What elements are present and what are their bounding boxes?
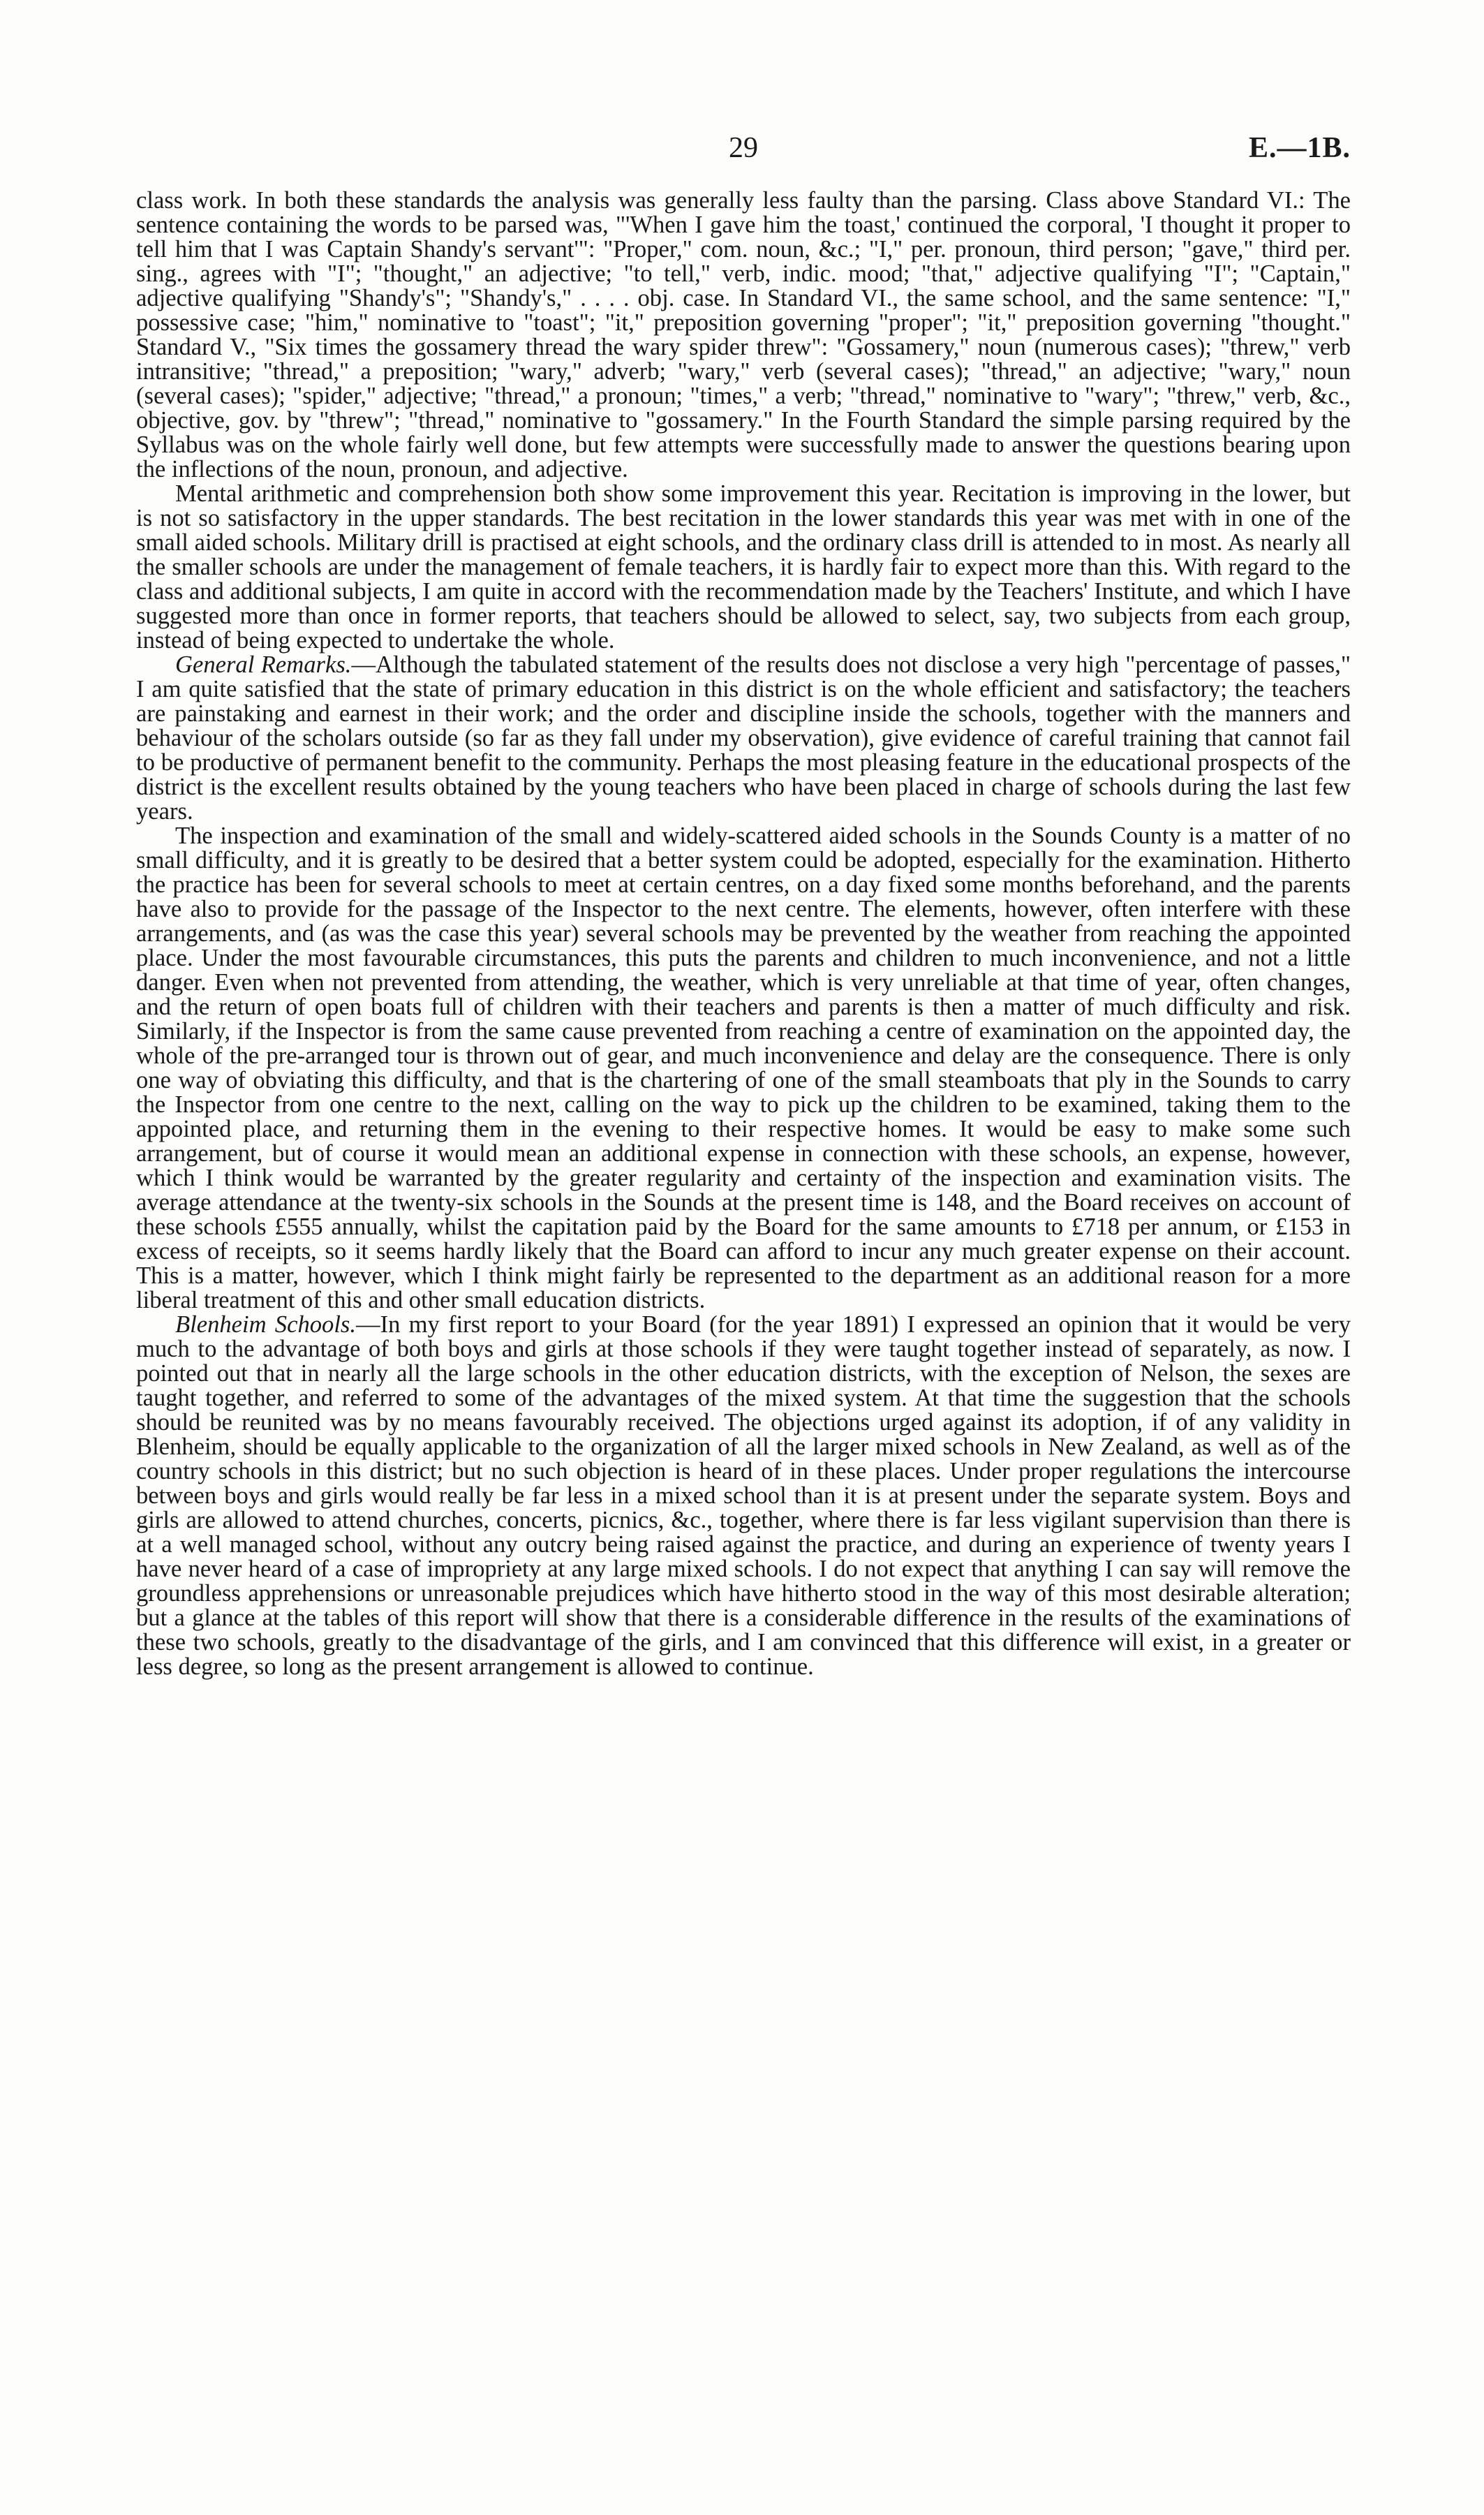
paragraph-text: —In my first report to your Board (for the year 1891) I expressed an opinion that it would be very much to the advantage of both boys and girls at those schools if they were taught together instead of separately, as now. I pointed out that in nearly all the large schools in the other education districts, with the exception of Nelson, the sexes are taught together, and referred to some of the advantages of the mixed system. At that time the suggestion that the schools should be reunited was by no means favourably received. The objections urged against its adoption, if of any validity in Blenheim, should be equally applicable to the organization of all the larger mixed schools in New Zealand, as well as of the country schools in this district; but no such objection is heard of in these places. Under proper regulations the intercourse between boys and girls would really be far less in a mixed school than it is at present under the separate system. Boys and girls are allowed to attend churches, concerts, picnics, &c., together, where there is far less vigilant supervision than there is at a well managed school, without any outcry being raised against the practice, and during an experience of twenty years I have never heard of a case of impropriety at any large mixed schools. I do not expect that anything I can say will remove the groundless apprehensions or unreasonable prejudices which have hitherto stood in the way of this most desirable alteration; but a glance at the tables of this report will show that there is a considerable difference in the results of the examinations of these two schools, greatly to the disadvantage of the girls, and I am convinced that this difference will exist, in a greater or less degree, so long as the present arrangement is allowed to continue. xyxy=(136,1311,1351,1680)
paragraph-blenheim-schools xyxy=(136,1313,1351,1679)
paragraph-parsing-examples xyxy=(136,189,1351,482)
paragraph-text: Mental arithmetic and comprehension both show some improvement this year. Recitation is improving in the lower, but is not so satisfactory in the upper standards. The best recitation in the lower standards this year was met with in one of the small aided schools. Military drill is practised at eight schools, and the ordinary class drill is attended to in most. As nearly all the smaller schools are under the management of female teachers, it is hardly fair to expect more than this. With regard to the class and additional subjects, I am quite in accord with the recommendation made by the Teachers' Institute, and which I have suggested more than once in former reports, that teachers should be allowed to select, say, two subjects from each group, instead of being expected to undertake the whole. xyxy=(136,480,1351,654)
paragraph-sounds-inspection xyxy=(136,824,1351,1313)
section-heading: General Remarks. xyxy=(175,651,352,678)
section-heading: Blenheim Schools. xyxy=(175,1311,357,1338)
paragraph-text: —Although the tabulated statement of the results does not disclose a very high "percentage of passes," I am quite satisfied that the state of primary education in this district is on the whole efficient and satisfactory; the teachers are painstaking and earnest in their work; and the order and discipline inside the schools, together with the manners and behaviour of the scholars outside (so far as they fall under my observation), give evidence of careful training that cannot fail to be productive of permanent benefit to the community. Perhaps the most pleasing feature in the educational prospects of the district is the excellent results obtained by the young teachers who have been placed in charge of schools during the last few years. xyxy=(136,651,1351,825)
document-reference: E.—1B. xyxy=(1248,132,1351,164)
page-number: 29 xyxy=(729,132,758,164)
report-body xyxy=(136,189,1351,1679)
paragraph-general-remarks xyxy=(136,653,1351,824)
page-header xyxy=(136,131,1351,173)
paragraph-mental-arithmetic xyxy=(136,482,1351,653)
paragraph-text: class work. In both these standards the analysis was generally less faulty than the parsing. Class above Standard VI.: The sentence containing the words to be parsed was, "'When I gave him the toast,' continued the corporal, 'I thought it proper to tell him that I was Captain Shandy's servant'": "Proper," com. noun, &c.; "I," per. pronoun, third person; "gave," third per. sing., agrees with "I"; "thought," an adjective; "to tell," verb, indic. mood; "that," adjective qualifying "I"; "Captain," adjective qualifying "Shandy's"; "Shandy's," . . . . obj. case. In Standard VI., the same school, and the same sentence: "I," possessive case; "him," nominative to "toast"; "it," preposition governing "proper"; "it," preposition governing "thought." Standard V., "Six times the gossamery thread the wary spider threw": "Gossamery," noun (numerous cases); "threw," verb intransitive; "thread," a preposition; "wary," adverb; "wary," verb (several cases); "thread," an adjective; "wary," noun (several cases); "spider," adjective; "thread," a pronoun; "times," a verb; "thread," nominative to "wary"; "threw," verb, &c., objective, gov. by "threw"; "thread," nominative to "gossamery." In the Fourth Standard the simple parsing required by the Syllabus was on the whole fairly well done, but few attempts were successfully made to answer the questions bearing upon the inflections of the noun, pronoun, and adjective. xyxy=(136,187,1351,482)
paragraph-text: The inspection and examination of the small and widely-scattered aided schools in the Sounds County is a matter of no small difficulty, and it is greatly to be desired that a better system could be adopted, especially for the examination. Hitherto the practice has been for several schools to meet at certain centres, on a day fixed some months beforehand, and the parents have also to provide for the passage of the Inspector to the next centre. The elements, however, often interfere with these arrangements, and (as was the case this year) several schools may be prevented by the weather from reaching the appointed place. Under the most favourable circumstances, this puts the parents and children to much inconvenience, and not a little danger. Even when not prevented from attending, the weather, which is very unreliable at that time of year, often changes, and the return of open boats full of children with their teachers and parents is then a matter of much difficulty and risk. Similarly, if the Inspector is from the same cause prevented from reaching a centre of examination on the appointed day, the whole of the pre-arranged tour is thrown out of gear, and much inconvenience and delay are the consequence. There is only one way of obviating this difficulty, and that is the chartering of one of the small steamboats that ply in the Sounds to carry the Inspector from one centre to the next, calling on the way to pick up the children to be examined, taking them to the appointed place, and returning them in the evening to their respective homes. It would be easy to make some such arrangement, but of course it would mean an additional expense in connection with these schools, an expense, however, which I think would be warranted by the greater regularity and certainty of the inspection and examination visits. The average attendance at the twenty-six schools in the Sounds at the present time is 148, and the Board receives on account of these schools £555 annually, whilst the capitation paid by the Board for the same amounts to £718 per annum, or £153 in excess of receipts, so it seems hardly likely that the Board can afford to incur any much greater expense on their account. This is a matter, however, which I think might fairly be represented to the department as an additional reason for a more liberal treatment of this and other small education districts. xyxy=(136,823,1351,1313)
